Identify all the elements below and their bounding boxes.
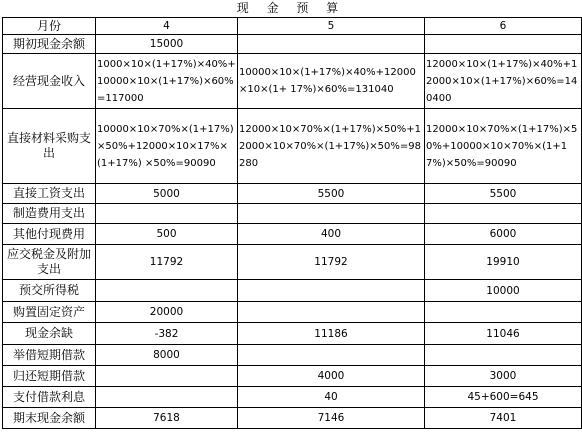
header-month-6: 6 (425, 18, 582, 35)
cell-value (238, 302, 425, 323)
cell-value: -382 (96, 323, 238, 345)
row-label: 直接工资支出 (3, 184, 96, 204)
row-label: 应交税金及附加支出 (3, 245, 96, 280)
cell-value: 11186 (238, 323, 425, 345)
cell-value (238, 204, 425, 224)
table-row (3, 323, 582, 345)
row-label: 直接材料采购支出 (3, 109, 96, 184)
row-label: 购置固定资产 (3, 302, 96, 323)
row-label: 其他付现费用 (3, 224, 96, 245)
cell-value (96, 366, 238, 387)
cell-value (238, 35, 425, 54)
cell-value: 40 (238, 387, 425, 408)
cell-value (425, 204, 582, 224)
table-row (3, 109, 582, 184)
cell-value: 400 (238, 224, 425, 245)
cell-value: 45+600=645 (425, 387, 582, 408)
cell-value (96, 387, 238, 408)
row-label: 举借短期借款 (3, 345, 96, 366)
cell-value: 3000 (425, 366, 582, 387)
cell-value: 7401 (425, 408, 582, 429)
table-row (3, 54, 582, 109)
cell-value (96, 280, 238, 302)
table-row (3, 184, 582, 204)
cell-value (238, 280, 425, 302)
cell-value (96, 204, 238, 224)
row-label: 现金余缺 (3, 323, 96, 345)
table-row (3, 302, 582, 323)
cell-value: 6000 (425, 224, 582, 245)
row-label: 支付借款利息 (3, 387, 96, 408)
cell-value: 5500 (238, 184, 425, 204)
cell-value: 20000 (96, 302, 238, 323)
cell-formula: 12000×10×70%×(1+17%)×50%+10000×10×70%×(1+17%)×50%=90090 (425, 109, 582, 184)
header-month-5: 5 (238, 18, 425, 35)
cell-formula: 10000×10×70%×(1+17%)×50%+12000×10×17%×(1+17%) ×50%=90090 (96, 109, 238, 184)
cell-value: 5000 (96, 184, 238, 204)
cell-value (425, 345, 582, 366)
table-row (3, 345, 582, 366)
cell-value: 5500 (425, 184, 582, 204)
row-label: 期末现金余额 (3, 408, 96, 429)
cell-formula: 1000×10×(1+17%)×40%+10000×10×(1+17%)×60%=117000 (96, 54, 238, 109)
row-label: 经营现金收入 (3, 54, 96, 109)
table-row (3, 224, 582, 245)
table-row (3, 245, 582, 280)
cash-budget-table (2, 17, 582, 429)
cell-value (425, 35, 582, 54)
header-month-4: 4 (96, 18, 238, 35)
header-row (3, 18, 582, 35)
cell-value: 15000 (96, 35, 238, 54)
header-month-label: 月份 (3, 18, 96, 35)
row-label: 归还短期借款 (3, 366, 96, 387)
cell-value: 8000 (96, 345, 238, 366)
cell-value: 7146 (238, 408, 425, 429)
cell-value (425, 302, 582, 323)
table-row (3, 408, 582, 429)
cell-formula: 12000×10×70%×(1+17%)×50%+12000×10×70%×(1+17%)×50%=98280 (238, 109, 425, 184)
table-row (3, 204, 582, 224)
cell-value: 11792 (96, 245, 238, 280)
table-row (3, 280, 582, 302)
cell-value: 19910 (425, 245, 582, 280)
cell-value: 500 (96, 224, 238, 245)
row-label: 期初现金余额 (3, 35, 96, 54)
row-label: 预交所得税 (3, 280, 96, 302)
cell-formula: 10000×10×(1+17%)×40%+12000×10×(1+ 17%)×60%=131040 (238, 54, 425, 109)
cell-value: 7618 (96, 408, 238, 429)
table-row (3, 35, 582, 54)
table-row (3, 387, 582, 408)
table-row (3, 366, 582, 387)
cell-value: 10000 (425, 280, 582, 302)
cell-value: 4000 (238, 366, 425, 387)
cell-value: 11792 (238, 245, 425, 280)
page-title: 现 金 预 算 (236, 1, 346, 15)
row-label: 制造费用支出 (3, 204, 96, 224)
cell-formula: 12000×10×(1+17%)×40%+12000×10×(1+17%)×60%=140400 (425, 54, 582, 109)
cell-value: 11046 (425, 323, 582, 345)
cell-value (238, 345, 425, 366)
